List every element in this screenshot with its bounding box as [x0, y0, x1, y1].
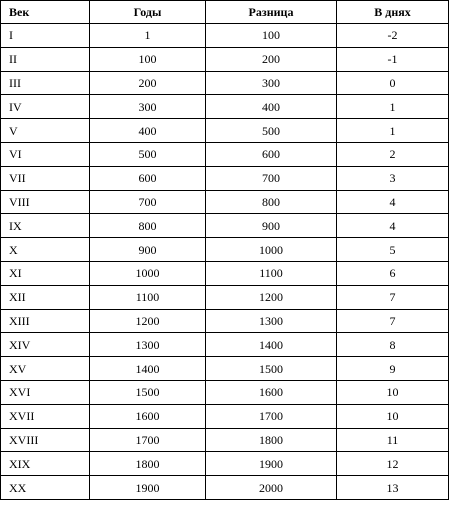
cell-century: XIX: [1, 452, 90, 476]
cell-difference: 500: [206, 119, 337, 143]
table-row: [1, 142, 449, 166]
cell-century: I: [1, 24, 90, 48]
cell-in-days: 1: [337, 119, 449, 143]
table-row: [1, 357, 449, 381]
cell-in-days: 3: [337, 166, 449, 190]
cell-years: 300: [90, 95, 206, 119]
cell-in-days: 1: [337, 95, 449, 119]
cell-difference: 700: [206, 166, 337, 190]
table-row: [1, 452, 449, 476]
cell-in-days: 10: [337, 404, 449, 428]
cell-difference: 1800: [206, 428, 337, 452]
cell-years: 700: [90, 190, 206, 214]
table-header: [1, 1, 449, 24]
table-body: [1, 24, 449, 500]
table-row: [1, 24, 449, 48]
table-row: [1, 380, 449, 404]
cell-years: 1800: [90, 452, 206, 476]
cell-century: IV: [1, 95, 90, 119]
cell-difference: 100: [206, 24, 337, 48]
header-row: [1, 1, 449, 24]
cell-century: VIII: [1, 190, 90, 214]
cell-in-days: 9: [337, 357, 449, 381]
cell-difference: 300: [206, 71, 337, 95]
cell-century: XVIII: [1, 428, 90, 452]
cell-century: XVII: [1, 404, 90, 428]
cell-in-days: 4: [337, 190, 449, 214]
cell-years: 1700: [90, 428, 206, 452]
table-row: [1, 428, 449, 452]
cell-in-days: 13: [337, 476, 449, 500]
cell-in-days: 6: [337, 261, 449, 285]
cell-in-days: 7: [337, 309, 449, 333]
cell-years: 1200: [90, 309, 206, 333]
cell-years: 900: [90, 238, 206, 262]
cell-difference: 1300: [206, 309, 337, 333]
cell-years: 100: [90, 47, 206, 71]
cell-years: 1: [90, 24, 206, 48]
table-row: [1, 285, 449, 309]
cell-century: XVI: [1, 380, 90, 404]
cell-difference: 900: [206, 214, 337, 238]
cell-in-days: 4: [337, 214, 449, 238]
cell-years: 1900: [90, 476, 206, 500]
cell-in-days: 0: [337, 71, 449, 95]
cell-difference: 1000: [206, 238, 337, 262]
table-row: [1, 476, 449, 500]
table-row: [1, 333, 449, 357]
table-row: [1, 309, 449, 333]
table-row: [1, 404, 449, 428]
table-row: [1, 238, 449, 262]
cell-century: IX: [1, 214, 90, 238]
table-row: [1, 261, 449, 285]
cell-in-days: 11: [337, 428, 449, 452]
cell-century: X: [1, 238, 90, 262]
cell-century: XIV: [1, 333, 90, 357]
cell-in-days: 12: [337, 452, 449, 476]
cell-century: VI: [1, 142, 90, 166]
cell-difference: 1100: [206, 261, 337, 285]
cell-century: V: [1, 119, 90, 143]
cell-in-days: -2: [337, 24, 449, 48]
cell-century: XV: [1, 357, 90, 381]
cell-century: XX: [1, 476, 90, 500]
table-row: [1, 95, 449, 119]
table-row: [1, 119, 449, 143]
cell-century: VII: [1, 166, 90, 190]
cell-years: 500: [90, 142, 206, 166]
cell-century: II: [1, 47, 90, 71]
cell-years: 200: [90, 71, 206, 95]
cell-century: III: [1, 71, 90, 95]
cell-difference: 800: [206, 190, 337, 214]
cell-difference: 600: [206, 142, 337, 166]
header-century: Век: [1, 1, 90, 24]
cell-century: XII: [1, 285, 90, 309]
cell-difference: 1200: [206, 285, 337, 309]
cell-in-days: 10: [337, 380, 449, 404]
cell-years: 1000: [90, 261, 206, 285]
cell-in-days: 2: [337, 142, 449, 166]
cell-difference: 400: [206, 95, 337, 119]
cell-difference: 1900: [206, 452, 337, 476]
cell-in-days: 5: [337, 238, 449, 262]
cell-in-days: 8: [337, 333, 449, 357]
cell-in-days: -1: [337, 47, 449, 71]
cell-difference: 2000: [206, 476, 337, 500]
table-row: [1, 214, 449, 238]
cell-years: 1100: [90, 285, 206, 309]
cell-years: 600: [90, 166, 206, 190]
table-row: [1, 47, 449, 71]
cell-difference: 1600: [206, 380, 337, 404]
table-row: [1, 71, 449, 95]
cell-in-days: 7: [337, 285, 449, 309]
cell-years: 1600: [90, 404, 206, 428]
cell-difference: 1500: [206, 357, 337, 381]
header-in-days: В днях: [337, 1, 449, 24]
cell-years: 1400: [90, 357, 206, 381]
cell-years: 400: [90, 119, 206, 143]
cell-century: XIII: [1, 309, 90, 333]
cell-years: 1500: [90, 380, 206, 404]
header-years: Годы: [90, 1, 206, 24]
cell-years: 800: [90, 214, 206, 238]
cell-century: XI: [1, 261, 90, 285]
cell-years: 1300: [90, 333, 206, 357]
table-row: [1, 166, 449, 190]
cell-difference: 1400: [206, 333, 337, 357]
cell-difference: 200: [206, 47, 337, 71]
table-row: [1, 190, 449, 214]
header-difference: Разница: [206, 1, 337, 24]
cell-difference: 1700: [206, 404, 337, 428]
